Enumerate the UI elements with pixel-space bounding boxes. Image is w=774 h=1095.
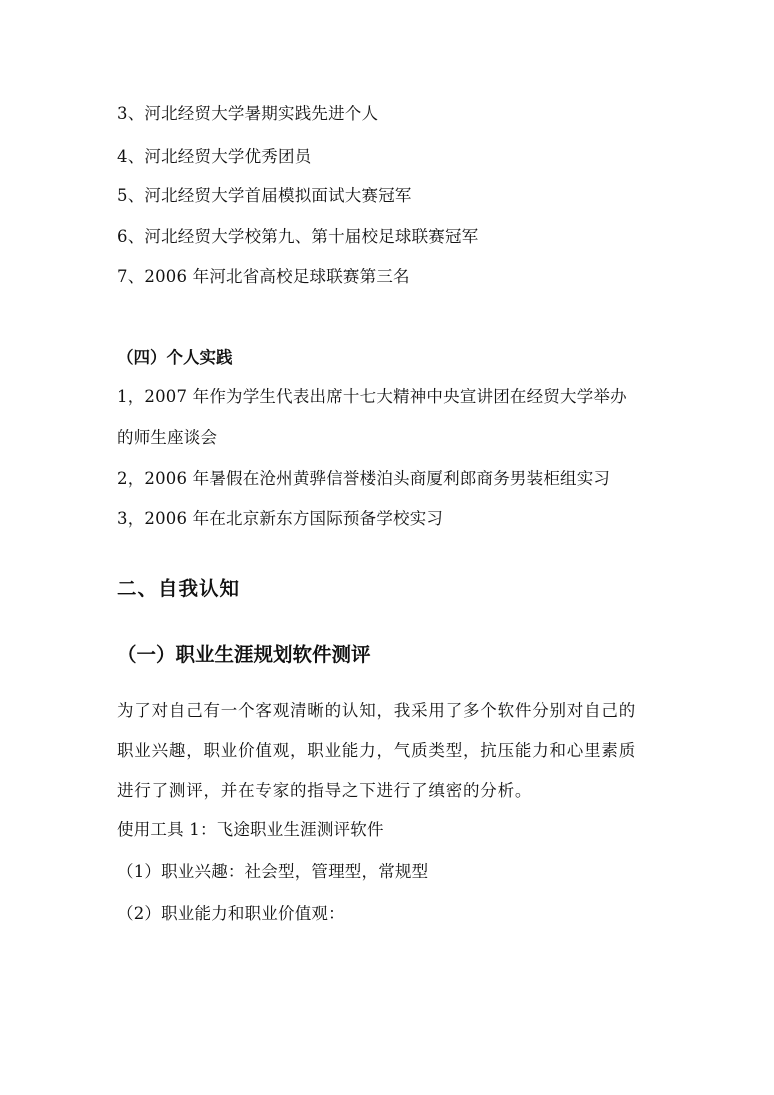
honor-item-3: 3、河北经贸大学暑期实践先进个人 — [117, 104, 379, 123]
subsection-title: （一）职业生涯规划软件测评 — [117, 643, 371, 666]
tool-line: 使用工具 1：飞途职业生涯测评软件 — [117, 820, 384, 839]
honor-item-5: 5、河北经贸大学首届模拟面试大赛冠军 — [117, 186, 412, 205]
honor-item-6: 6、河北经贸大学校第九、第十届校足球联赛冠军 — [117, 227, 479, 246]
practice-item-1-line-1: 1，2007 年作为学生代表出席十七大精神中央宣讲团在经贸大学举办 — [117, 387, 627, 406]
honor-item-4: 4、河北经贸大学优秀团员 — [117, 147, 312, 166]
practice-item-2: 2，2006 年暑假在沧州黄骅信誉楼泊头商厦利郎商务男装柜组实习 — [117, 469, 611, 488]
intro-line-1: 为了对自己有一个客观清晰的认知，我采用了多个软件分别对自己的 — [117, 701, 636, 720]
ability-line: （2）职业能力和职业价值观： — [117, 904, 345, 923]
practice-item-3: 3，2006 年在北京新东方国际预备学校实习 — [117, 509, 444, 528]
section-title: 二、自我认知 — [117, 577, 241, 600]
intro-line-2: 职业兴趣，职业价值观，职业能力，气质类型，抗压能力和心里素质 — [117, 741, 636, 760]
intro-line-3: 进行了测评，并在专家的指导之下进行了缜密的分析。 — [117, 781, 533, 800]
practice-item-1-line-2: 的师生座谈会 — [117, 428, 218, 447]
interest-line: （1）职业兴趣：社会型，管理型，常规型 — [117, 862, 429, 881]
practice-heading: （四）个人实践 — [117, 348, 233, 367]
honor-item-7: 7、2006 年河北省高校足球联赛第三名 — [117, 267, 410, 286]
